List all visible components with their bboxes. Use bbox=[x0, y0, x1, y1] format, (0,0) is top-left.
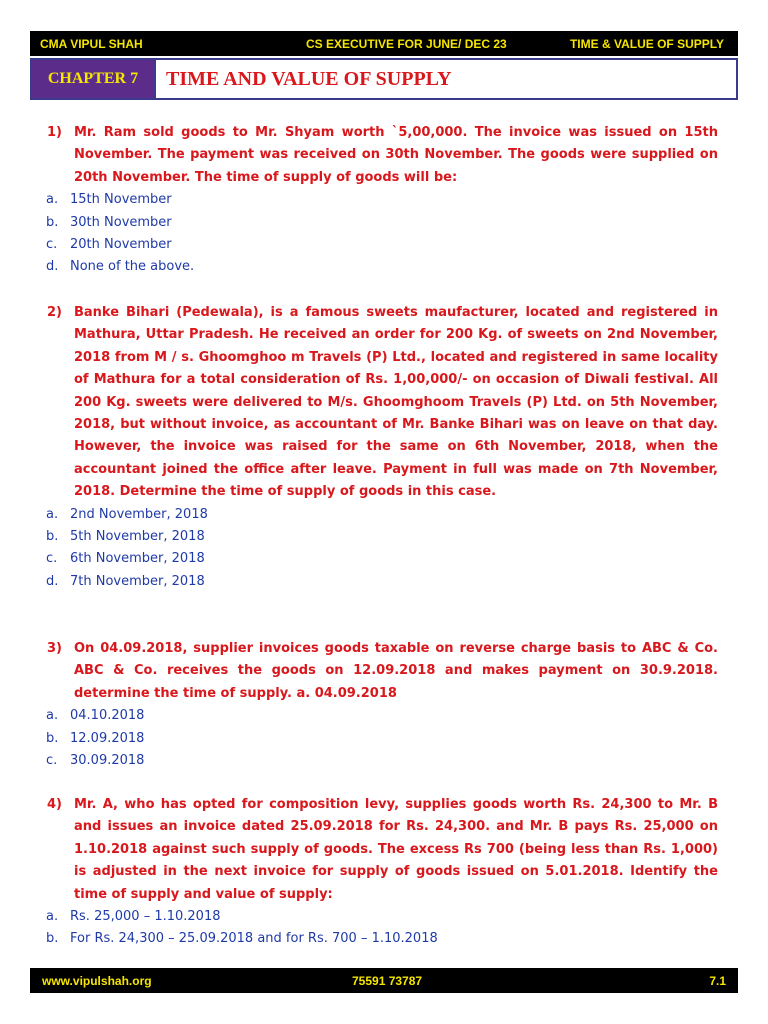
option bbox=[30, 526, 738, 548]
question-number: 1) bbox=[47, 125, 62, 140]
chapter-banner bbox=[30, 58, 738, 100]
question-4 bbox=[30, 794, 738, 951]
option bbox=[30, 256, 738, 278]
options-list bbox=[30, 906, 738, 951]
option bbox=[30, 548, 738, 570]
option-text: 12.09.2018 bbox=[70, 730, 145, 746]
option-letter: c. bbox=[46, 237, 58, 252]
option-letter: a. bbox=[46, 192, 59, 208]
header-course: CS EXECUTIVE FOR JUNE/ DEC 23 bbox=[306, 37, 507, 51]
option-text: 30th November bbox=[70, 214, 172, 230]
option-text: 04.10.2018 bbox=[70, 708, 145, 724]
option bbox=[30, 234, 738, 256]
footer-website-link[interactable]: www.vipulshah.org bbox=[42, 974, 152, 988]
option-letter: a. bbox=[46, 909, 59, 925]
option-text: 2nd November, 2018 bbox=[70, 506, 208, 522]
option-text: For Rs. 24,300 – 25.09.2018 and for Rs. 700 – 1.10.2018 bbox=[70, 931, 438, 947]
question-number: 2) bbox=[47, 305, 62, 320]
option bbox=[30, 504, 738, 526]
question-text: Banke Bihari (Pedewala), is a famous sweets maufacturer, located and registered in Mathura, Uttar Pradesh. He received an order for 200 Kg. of sweets on 2nd November, 2018 from M / s. Ghoomghoo m Travels (P) Ltd., located and registered in same locality of Mathura for a total consideration of Rs. 1,00,000/- on occasion of Diwali festival. All 200 Kg. sweets were delivered to M/s. Ghoomghoom Travels (P) Ltd. on 5th November, 2018, but without invoice, as accountant of Mr. Banke Bihari was on leave on that day. However, the invoice was raised for the same on 6th November, 2018, when the accountant joined the office after leave. Payment in full was made on 7th November, 2018. Determine the time of supply of goods in this case. bbox=[74, 305, 718, 500]
question-1 bbox=[30, 122, 738, 279]
header-topic: TIME & VALUE OF SUPPLY bbox=[569, 37, 724, 51]
question-3 bbox=[30, 638, 738, 772]
option-text: 15th November bbox=[70, 192, 172, 208]
option bbox=[30, 728, 738, 750]
option-text: Rs. 25,000 – 1.10.2018 bbox=[70, 909, 221, 925]
option bbox=[30, 571, 738, 593]
option-letter: c. bbox=[46, 551, 58, 567]
options-list bbox=[30, 189, 738, 279]
page-number: 7.1 bbox=[709, 974, 726, 988]
option-letter: b. bbox=[46, 931, 59, 947]
question-text: On 04.09.2018, supplier invoices goods taxable on reverse charge basis to ABC & Co. ABC & Co. receives the goods on 12.09.2018 and makes payment on 30.9.2018. determine the time of supply. a. 04.09.2018 bbox=[74, 641, 718, 701]
question-number: 4) bbox=[47, 797, 62, 812]
footer-phone: 75591 73787 bbox=[352, 974, 423, 988]
chapter-title: TIME AND VALUE OF SUPPLY bbox=[166, 68, 452, 90]
option-letter: a. bbox=[46, 708, 59, 724]
option-letter: d. bbox=[46, 259, 59, 275]
option-letter: a. bbox=[46, 506, 59, 522]
options-list bbox=[30, 504, 738, 594]
header-author: CMA VIPUL SHAH bbox=[40, 37, 143, 51]
chapter-label: CHAPTER 7 bbox=[32, 60, 154, 98]
option bbox=[30, 750, 738, 772]
option-text: 6th November, 2018 bbox=[70, 551, 205, 567]
option-letter: b. bbox=[46, 730, 59, 746]
question-text: Mr. A, who has opted for composition levy, supplies goods worth Rs. 24,300 to Mr. B and issues an invoice dated 25.09.2018 for Rs. 24,300. and Mr. B pays Rs. 25,000 on 1.10.2018 against such supply of goods. The excess Rs 700 (being less than Rs. 1,000) is adjusted in the next invoice for supply of goods issued on 5.01.2018. Identify the time of supply and value of supply: bbox=[74, 797, 718, 902]
page-footer bbox=[30, 968, 738, 993]
option bbox=[30, 189, 738, 211]
page-header bbox=[30, 31, 738, 56]
option-text: 30.09.2018 bbox=[70, 753, 145, 768]
chapter-divider bbox=[154, 60, 156, 98]
option bbox=[30, 906, 738, 928]
option bbox=[30, 928, 738, 950]
options-list bbox=[30, 705, 738, 772]
option-letter: c. bbox=[46, 753, 58, 768]
question-text: Mr. Ram sold goods to Mr. Shyam worth `5,00,000. The invoice was issued on 15th November. The payment was received on 30th November. The goods were supplied on 20th November. The time of supply of goods will be: bbox=[74, 125, 718, 185]
option-letter: b. bbox=[46, 214, 59, 230]
option-letter: d. bbox=[46, 573, 59, 589]
option bbox=[30, 212, 738, 234]
option bbox=[30, 705, 738, 727]
option-text: 20th November bbox=[70, 237, 172, 252]
option-text: None of the above. bbox=[70, 259, 195, 275]
question-number: 3) bbox=[47, 641, 62, 656]
option-text: 7th November, 2018 bbox=[70, 573, 205, 589]
option-letter: b. bbox=[46, 529, 59, 545]
option-text: 5th November, 2018 bbox=[70, 529, 205, 545]
question-2 bbox=[30, 302, 738, 593]
